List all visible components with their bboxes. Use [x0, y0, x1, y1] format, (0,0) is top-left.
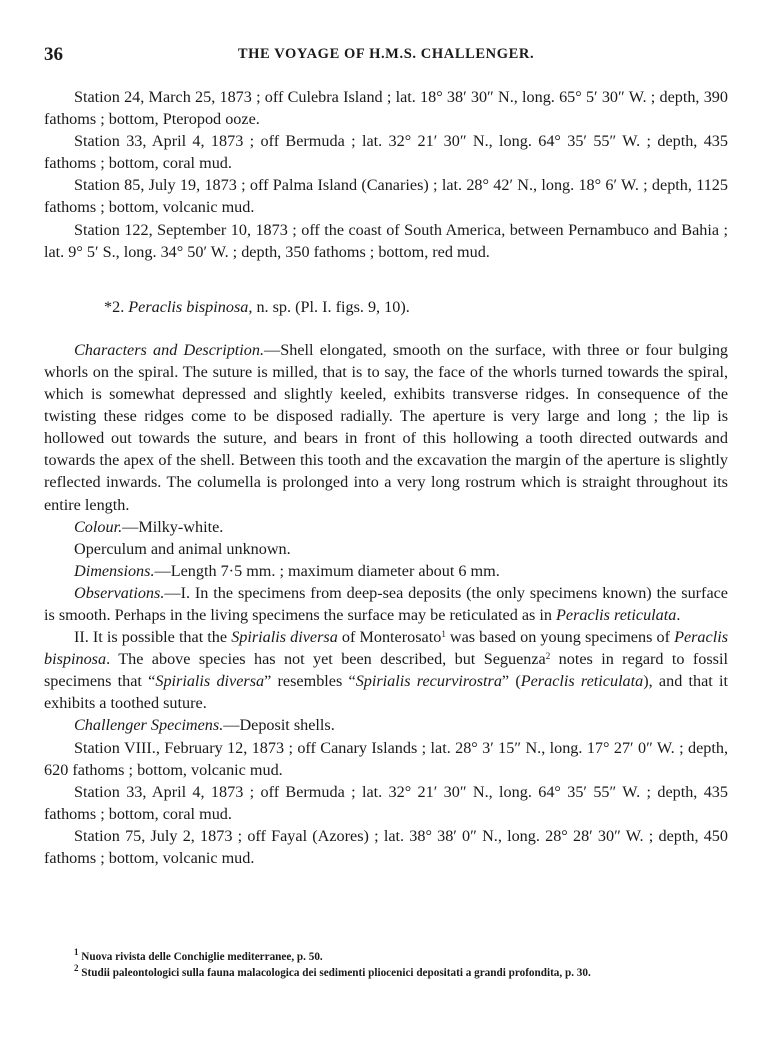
station-entry: Station 24, March 25, 1873 ; off Culebra Island ; lat. 18° 38′ 30″ N., long. 65° 5′ 30″ W. ; depth, 390 fathoms ; bottom, Pteropod ooze.: [44, 88, 728, 129]
footnote-mark: 1: [74, 947, 79, 957]
species-ref: Peraclis reticulata: [520, 672, 644, 691]
species-name: Peraclis bispinosa,: [128, 297, 253, 316]
challenger-label: Challenger Specimens.: [74, 716, 224, 735]
dimensions-paragraph: [44, 560, 728, 582]
spacer: [44, 318, 728, 339]
operculum-paragraph: Operculum and animal unknown.: [74, 539, 291, 558]
colour-text: —Milky-white.: [122, 517, 224, 536]
footnote-mark: 2: [74, 963, 79, 973]
station-entry: Station 33, April 4, 1873 ; off Bermuda ; lat. 32° 21′ 30″ N., long. 64° 35′ 55″ W. ; depth, 435 fathoms ; bottom, coral mud.: [44, 782, 728, 823]
species-suffix: n. sp. (Pl. I. figs. 9, 10).: [252, 297, 410, 316]
page-number: 36: [44, 44, 63, 65]
text-run: . The above species has not yet been described, but Seguenza: [106, 650, 546, 669]
dimensions-label: Dimensions.: [74, 561, 155, 580]
description-text: —Shell elongated, smooth on the surface, with three or four bulging whorls on the spiral. The suture is milled, that is to say, the face of the whorls turned towards the spiral, which is somewhat depressed and slightly keeled, exhibits transverse ridges. In consequence of the twisting these ridges come to be disposed radially. The aperture is very large and long ; the lip is hollowed out towards the suture, and bears in front of this hollowing a tooth directed outwards and towards the apex of the shell. Between this tooth and the excavation the margin of the aperture is slightly reflected inwards. The columella is prolonged into a very long rostrum which is straight throughout its entire length.: [44, 340, 729, 514]
species-ref: Spirialis recurvirostra: [355, 672, 502, 691]
observations-label: Observations.: [74, 583, 165, 602]
species-ref: Peraclis bispinosa: [44, 628, 729, 669]
station-entry: Station 75, July 2, 1873 ; off Fayal (Azores) ; lat. 38° 38′ 0″ N., long. 28° 28′ 30″ W. ; depth, 450 fathoms ; bottom, volcanic mud.: [44, 826, 728, 867]
species-ref: Peraclis reticulata: [556, 605, 677, 624]
dimensions-text: —Length 7·5 mm. ; maximum diameter about 6 mm.: [154, 561, 500, 580]
description-paragraph: [44, 339, 728, 516]
species-heading: [44, 296, 728, 318]
footnote-text: Studii paleontologici sulla fauna malacologica dei sedimenti pliocenici depositati a grandi profondita, p. 30.: [78, 967, 591, 979]
page-header: [44, 44, 728, 68]
species-number: *2.: [104, 297, 125, 316]
colour-label: Colour.: [74, 517, 123, 536]
observations-paragraph-2: [44, 626, 728, 714]
footnote: [74, 965, 734, 981]
text-run: ), and that it exhibits a toothed suture.: [44, 672, 729, 713]
text-run: was based on young specimens of: [445, 628, 675, 647]
description-label: Characters and Description.: [74, 340, 265, 359]
colour-paragraph: [44, 516, 728, 538]
text-run: ” (: [501, 672, 521, 691]
text-run: of Monterosato: [337, 628, 442, 647]
text-run: ” resembles “: [264, 672, 356, 691]
text-run: II. It is possible that the: [74, 628, 232, 647]
spacer: [44, 263, 728, 284]
footnote-ref: 2: [545, 651, 551, 662]
footnote: [74, 949, 734, 965]
species-ref: Spirialis diversa: [155, 672, 265, 691]
station-entry: Station 33, April 4, 1873 ; off Bermuda ; lat. 32° 21′ 30″ N., long. 64° 35′ 55″ W. ; depth, 435 fathoms ; bottom, coral mud.: [44, 132, 728, 173]
spacer: [44, 284, 728, 296]
station-entry: Station VIII., February 12, 1873 ; off Canary Islands ; lat. 28° 3′ 15″ N., long. 17° 27′ 0″ W. ; depth, 620 fathoms ; bottom, volcanic mud.: [44, 738, 728, 779]
punct: .: [676, 605, 681, 624]
footnote-ref: 1: [441, 629, 446, 640]
running-title: THE VOYAGE OF H.M.S. CHALLENGER.: [237, 46, 535, 62]
challenger-text: —Deposit shells.: [223, 716, 335, 735]
footnotes: [74, 949, 734, 981]
station-entry: Station 85, July 19, 1873 ; off Palma Island (Canaries) ; lat. 28° 42′ N., long. 18° 6′ W. ; depth, 1125 fathoms ; bottom, volcanic mud.: [44, 176, 728, 217]
challenger-specimens-paragraph: [44, 714, 728, 736]
station-entry: Station 122, September 10, 1873 ; off the coast of South America, between Pernambuco and Bahia ; lat. 9° 5′ S., long. 34° 50′ W. ; depth, 350 fathoms ; bottom, red mud.: [44, 220, 728, 261]
observations-text: —I. In the specimens from deep-sea deposits (the only specimens known) the surface is smooth. Perhaps in the living specimens the surface may be reticulated as in: [44, 583, 728, 624]
species-ref: Spirialis diversa: [231, 628, 338, 647]
footnote-text: Nuova rivista delle Conchiglie mediterranee, p. 50.: [78, 951, 323, 963]
page-body: [44, 86, 728, 869]
observations-paragraph-1: [44, 582, 728, 626]
text-run: notes in regard to fossil specimens that “: [44, 650, 728, 691]
